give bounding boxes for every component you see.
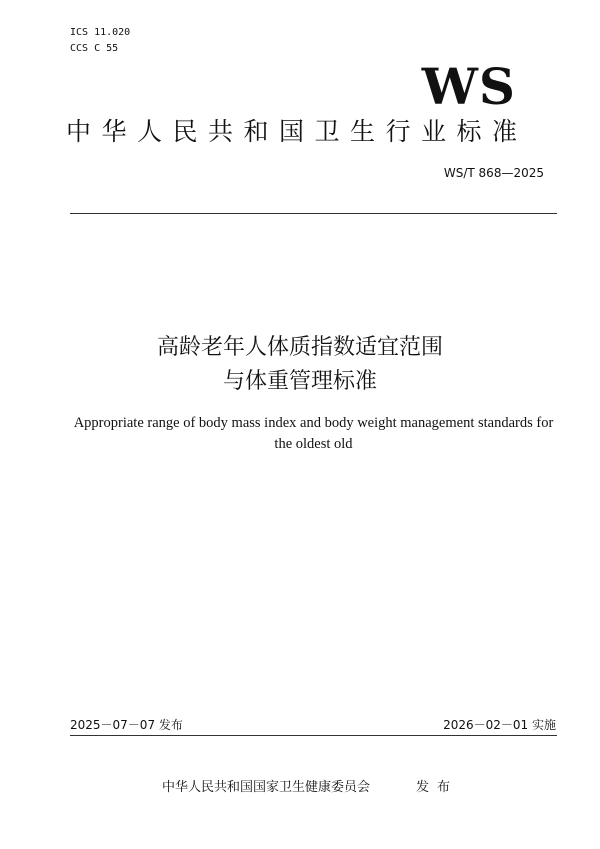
organization-title: 中华人民共和国卫生行业标准 xyxy=(66,117,528,146)
publish-date: 2025－07－07 发布 xyxy=(70,718,183,732)
implementation-date: 2026－02－01 实施 xyxy=(443,718,556,732)
ws-logo: WS xyxy=(421,57,516,116)
top-divider xyxy=(70,213,557,214)
ccs-code: CCS C 55 xyxy=(70,43,119,54)
issuing-authority: 中华人民共和国国家卫生健康委员会 xyxy=(162,780,371,795)
document-title-line-1: 高龄老年人体质指数适宜范围 xyxy=(156,335,443,360)
issue-label: 发布 xyxy=(416,780,459,795)
standard-number: WS/T 868—2025 xyxy=(443,166,544,180)
document-title-line-2: 与体重管理标准 xyxy=(222,369,377,394)
bottom-divider xyxy=(70,735,557,736)
english-title: Appropriate range of body mass index and body weight management standards for the oldest old xyxy=(73,415,554,452)
ics-code: ICS 11.020 xyxy=(70,27,131,38)
